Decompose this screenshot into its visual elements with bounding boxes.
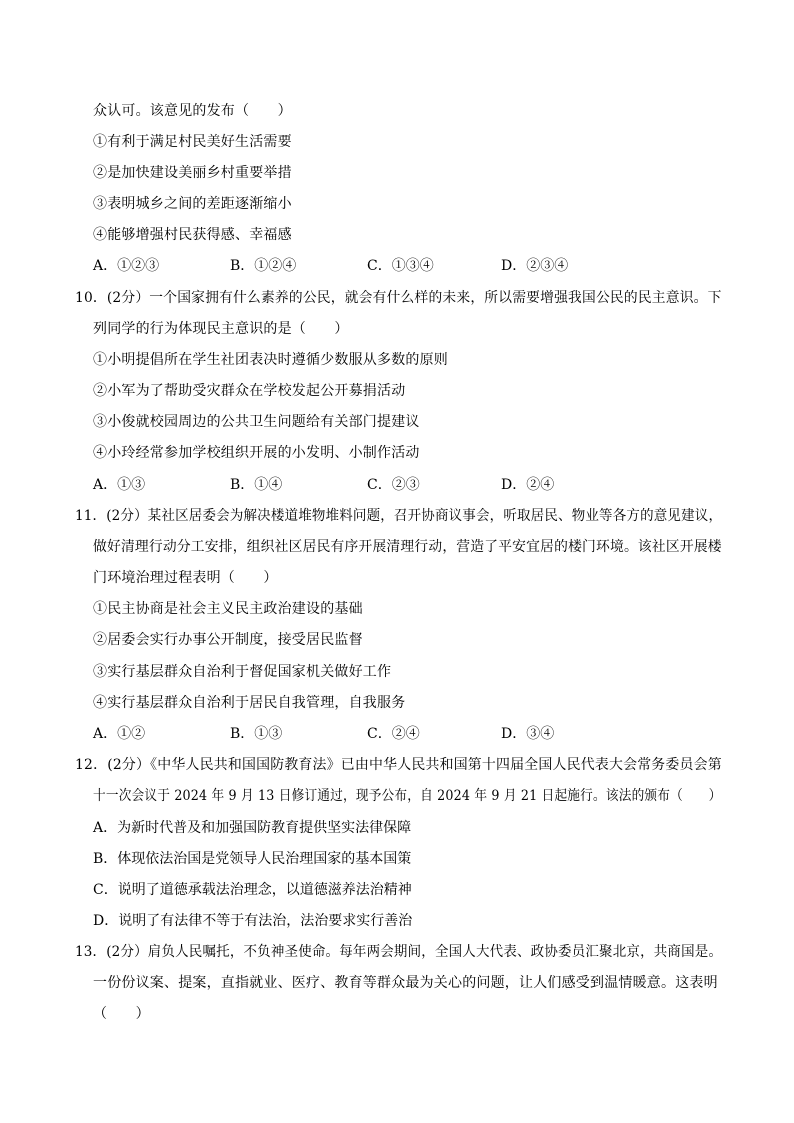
q11-option-b[interactable]: B．①③ [230, 726, 283, 742]
q10-item-4: ④小玲经常参加学校组织开展的小发明、小制作活动 [93, 445, 420, 461]
q9-item-4: ④能够增强村民获得感、幸福感 [93, 227, 292, 243]
q12-option-c[interactable]: C．说明了道德承载法治理念，以道德滋养法治精神 [93, 882, 412, 898]
q13-stem-line-3: （ ） [93, 1006, 150, 1022]
q11-option-a[interactable]: A．①② [93, 726, 146, 742]
q11-stem-line-3: 门环境治理过程表明（ ） [93, 570, 278, 586]
q9-option-c[interactable]: C．①③④ [367, 258, 434, 274]
q10-item-1: ①小明提倡所在学生社团表决时遵循少数服从多数的原则 [93, 352, 448, 368]
q10-item-2: ②小军为了帮助受灾群众在学校发起公开募捐活动 [93, 383, 406, 399]
q10-option-b[interactable]: B．①④ [230, 477, 283, 493]
q11-stem-line-1: 11．(2分）某社区居委会为解决楼道堆物堆料问题，召开协商议事会，听取居民、物业等各方的意见建议， [75, 508, 723, 524]
q10-item-3: ③小俊就校园周边的公共卫生问题给有关部门提建议 [93, 414, 420, 430]
q9-option-b[interactable]: B．①②④ [230, 258, 297, 274]
q10-stem-line-2: 列同学的行为体现民主意识的是（ ） [93, 321, 349, 337]
q10-option-d[interactable]: D．②④ [501, 477, 555, 493]
q10-option-a[interactable]: A．①③ [93, 477, 146, 493]
q9-stem-continued: 众认可。该意见的发布（ ） [93, 103, 292, 119]
q9-item-2: ②是加快建设美丽乡村重要举措 [93, 165, 292, 181]
q9-option-a[interactable]: A．①②③ [93, 258, 160, 274]
q12-stem-line-1: 12．(2分）《中华人民共和国国防教育法》已由中华人民共和国第十四届全国人民代表大会常务委员会第 [75, 757, 722, 773]
q12-option-b[interactable]: B．体现依法治国是党领导人民治理国家的基本国策 [93, 851, 412, 867]
q9-option-d[interactable]: D．②③④ [501, 258, 569, 274]
q12-option-a[interactable]: A．为新时代普及和加强国防教育提供坚实法律保障 [93, 820, 412, 836]
q12-option-d[interactable]: D．说明了有法律不等于有法治，法治要求实行善治 [93, 913, 413, 929]
q10-option-c[interactable]: C．②③ [367, 477, 420, 493]
q11-item-2: ②居委会实行办事公开制度，接受居民监督 [93, 632, 363, 648]
q12-stem-line-2: 十一次会议于 2024 年 9 月 13 日修订通过，现予公布，自 2024 年 9 月 21 日起施行。该法的颁布（ ） [93, 788, 722, 804]
q11-item-1: ①民主协商是社会主义民主政治建设的基础 [93, 601, 363, 617]
q13-stem-line-1: 13．(2分）肩负人民嘱托，不负神圣使命。每年两会期间，全国人大代表、政协委员汇聚北京，共商国是。 [75, 944, 723, 960]
q11-option-c[interactable]: C．②④ [367, 726, 420, 742]
q13-stem-line-2: 一份份议案、提案，直指就业、医疗、教育等群众最为关心的问题，让人们感受到温情暖意。这表明 [93, 975, 718, 991]
q9-item-1: ①有利于满足村民美好生活需要 [93, 134, 292, 150]
q11-stem-line-2: 做好清理行动分工安排，组织社区居民有序开展清理行动，营造了平安宜居的楼门环境。该社区开展楼 [93, 539, 722, 555]
q10-stem-line-1: 10．(2分）一个国家拥有什么素养的公民，就会有什么样的未来，所以需要增强我国公民的民主意识。下 [75, 290, 722, 306]
q11-item-3: ③实行基层群众自治利于督促国家机关做好工作 [93, 664, 392, 680]
q9-item-3: ③表明城乡之间的差距逐渐缩小 [93, 196, 292, 212]
q11-item-4: ④实行基层群众自治利于居民自我管理，自我服务 [93, 695, 406, 711]
q11-option-d[interactable]: D．③④ [501, 726, 555, 742]
